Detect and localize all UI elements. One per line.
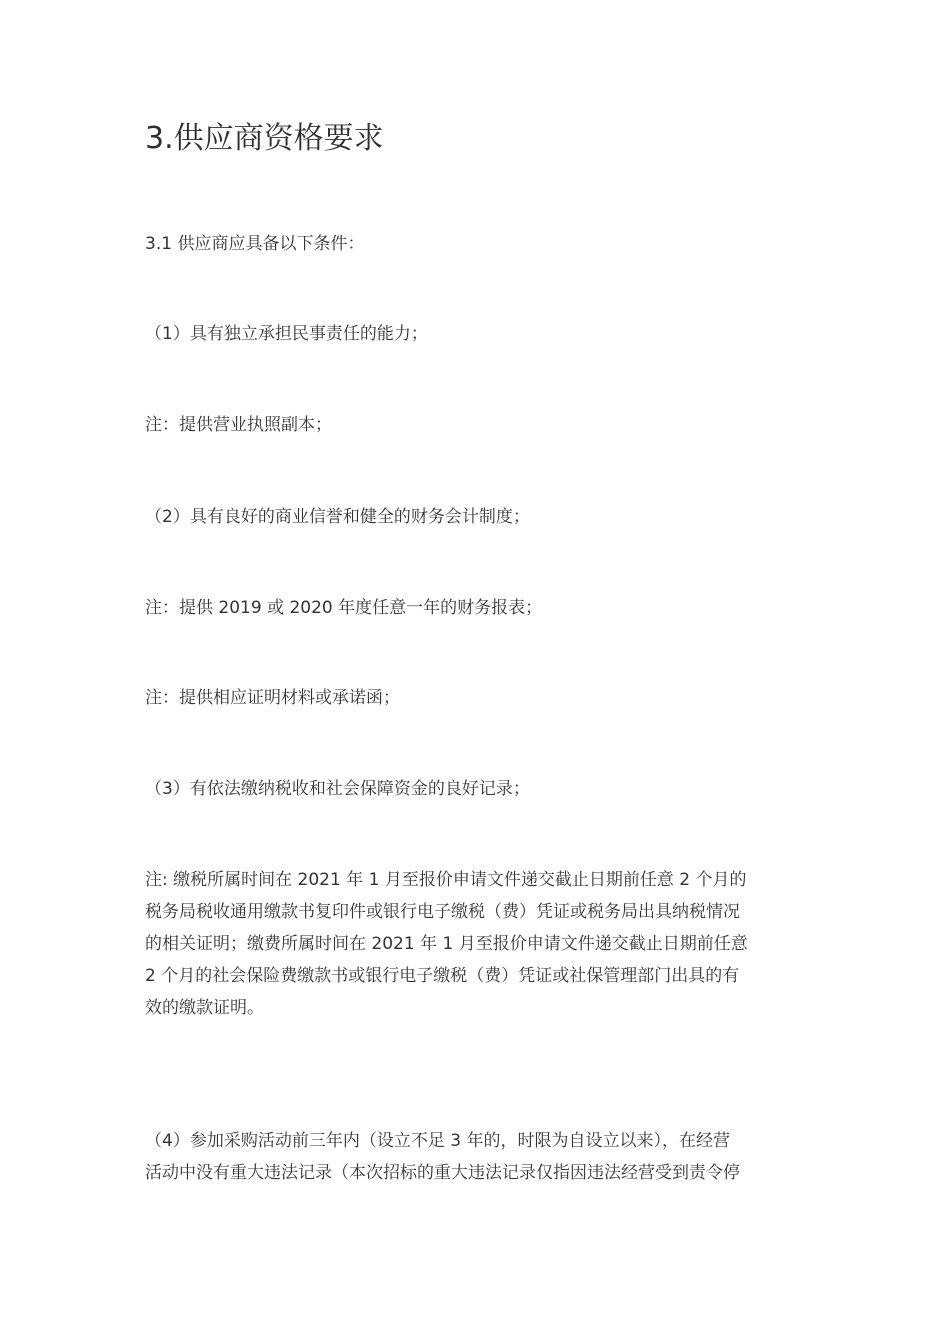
- requirement-item-4: [145, 1125, 811, 1189]
- note-tax-line: 的相关证明；缴费所属时间在 2021 年 1 月至报价申请文件递交截止日期前任意: [145, 934, 748, 954]
- note-business-license: 注：提供营业执照副本；: [145, 415, 332, 435]
- requirement-item-1: （1）具有独立承担民事责任的能力；: [145, 324, 428, 344]
- requirement-item-2: （2）具有良好的商业信誉和健全的财务会计制度；: [145, 507, 530, 527]
- item4-line: 活动中没有重大违法记录（本次招标的重大违法记录仅指因违法经营受到责令停: [145, 1163, 740, 1183]
- note-tax-line: 注: 缴税所属时间在 2021 年 1 月至报价申请文件递交截止日期前任意 2 个月的: [145, 870, 747, 890]
- section-title: 3.供应商资格要求: [145, 121, 384, 156]
- requirement-intro: 3.1 供应商应具备以下条件：: [145, 234, 365, 254]
- note-tax-paragraph: [145, 864, 811, 1024]
- item4-line: （4）参加采购活动前三年内（设立不足 3 年的，时限为自设立以来），在经营: [145, 1131, 730, 1151]
- note-tax-line: 税务局税收通用缴款书复印件或银行电子缴税（费）凭证或税务局出具纳税情况: [145, 902, 740, 922]
- note-proof-materials: 注：提供相应证明材料或承诺函；: [145, 688, 400, 708]
- requirement-item-3: （3）有依法缴纳税收和社会保障资金的良好记录；: [145, 779, 530, 799]
- note-tax-line: 2 个月的社会保险费缴款书或银行电子缴税（费）凭证或社保管理部门出具的有: [145, 966, 740, 986]
- note-tax-line: 效的缴款证明。: [145, 998, 264, 1018]
- note-financial-statement: 注：提供 2019 或 2020 年度任意一年的财务报表；: [145, 598, 543, 618]
